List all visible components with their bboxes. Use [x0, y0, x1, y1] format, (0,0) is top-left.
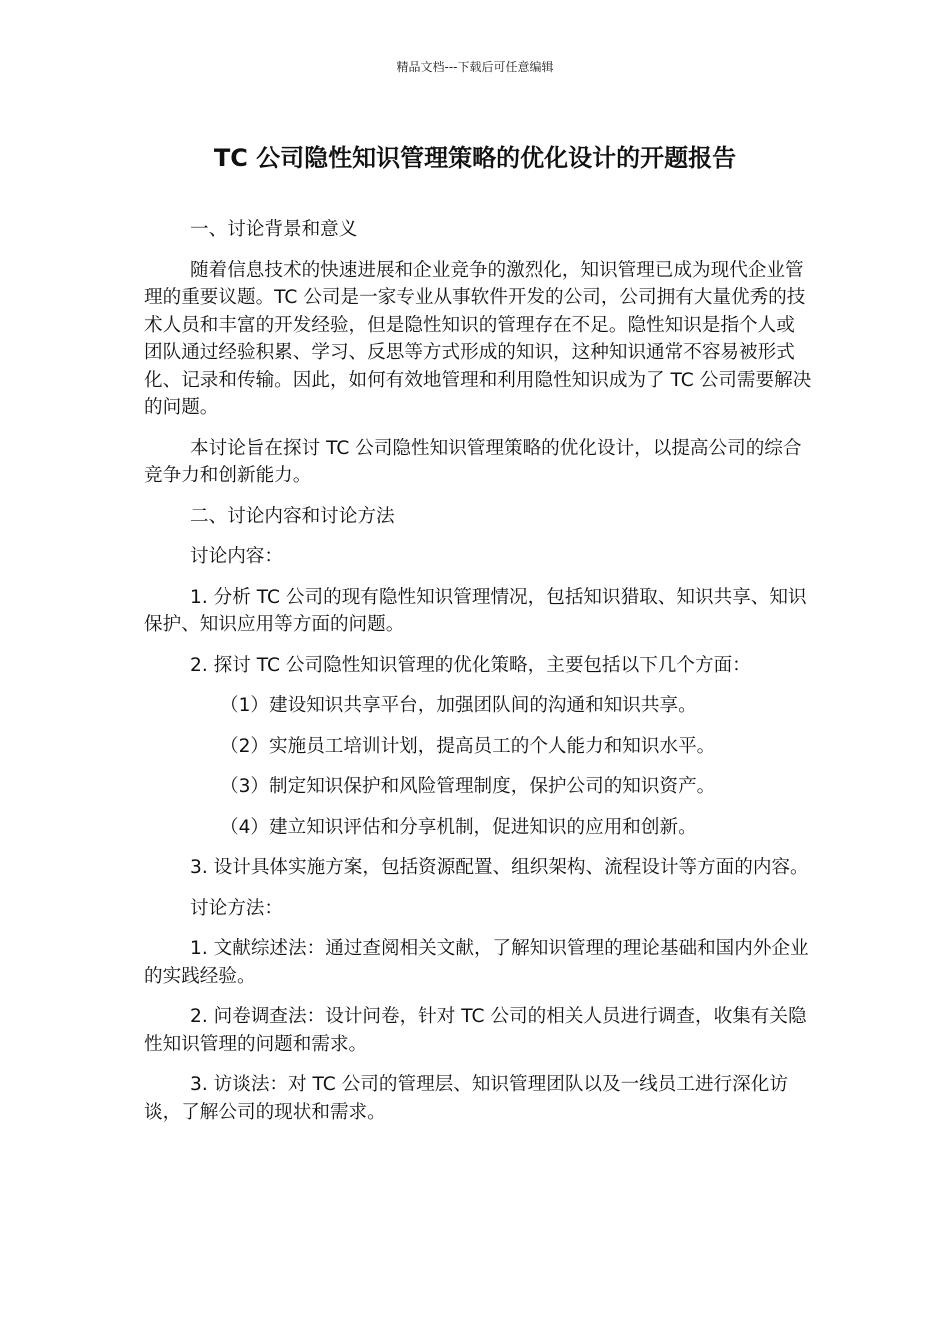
content-item-3: 3. 设计具体实施方案，包括资源配置、组织架构、流程设计等方面的内容。 — [190, 857, 809, 878]
paragraph-background: 随着信息技术的快速进展和企业竞争的激烈化，知识管理已成为现代企业管理的重要议题。TC 公司是一家专业从事软件开发的公司，公司拥有大量优秀的技术人员和丰富的开发经验，但是隐性知识的管理存在不足。隐性知识是指个人或团队通过经验积累、学习、反思等方式形成的知识，这种知识通常不容易被形式化、记录和传输。因此，如何有效地管理和利用隐性知识成为了 TC 公司需要解决的问题。 — [144, 259, 812, 418]
document-body — [144, 216, 812, 1139]
label-method: 讨论方法： — [190, 897, 283, 919]
strategy-sub-item-1: （1）建设知识共享平台，加强团队间的沟通和知识共享。 — [220, 695, 697, 716]
method-item-2: 2. 问卷调查法：设计问卷，针对 TC 公司的相关人员进行调查，收集有关隐性知识管理的问题和需求。 — [144, 1006, 807, 1055]
paragraph-purpose: 本讨论旨在探讨 TC 公司隐性知识管理策略的优化设计，以提高公司的综合竞争力和创新能力。 — [144, 437, 802, 486]
content-item-1: 1. 分析 TC 公司的现有隐性知识管理情况，包括知识猎取、知识共享、知识保护、知识应用等方面的问题。 — [144, 586, 807, 635]
page-header: 精品文档---下载后可任意编辑 — [396, 60, 554, 74]
strategy-sub-item-4: （4）建立知识评估和分享机制，促进知识的应用和创新。 — [220, 816, 697, 838]
document-title: TC 公司隐性知识管理策略的优化设计的开题报告 — [213, 144, 737, 172]
section-heading-background: 一、讨论背景和意义 — [190, 219, 358, 240]
content-item-2: 2. 探讨 TC 公司隐性知识管理的优化策略，主要包括以下几个方面： — [190, 654, 751, 676]
label-content: 讨论内容： — [190, 546, 283, 567]
method-item-3: 3. 访谈法：对 TC 公司的管理层、知识管理团队以及一线员工进行深化访谈，了解公司的现状和需求。 — [144, 1074, 788, 1123]
section-heading-content-method: 二、讨论内容和讨论方法 — [190, 505, 395, 527]
strategy-sub-item-2: （2）实施员工培训计划，提高员工的个人能力和知识水平。 — [220, 735, 716, 757]
method-item-1: 1. 文献综述法：通过查阅相关文献，了解知识管理的理论基础和国内外企业的实践经验。 — [144, 938, 809, 987]
strategy-sub-item-3: （3）制定知识保护和风险管理制度，保护公司的知识资产。 — [220, 776, 716, 797]
